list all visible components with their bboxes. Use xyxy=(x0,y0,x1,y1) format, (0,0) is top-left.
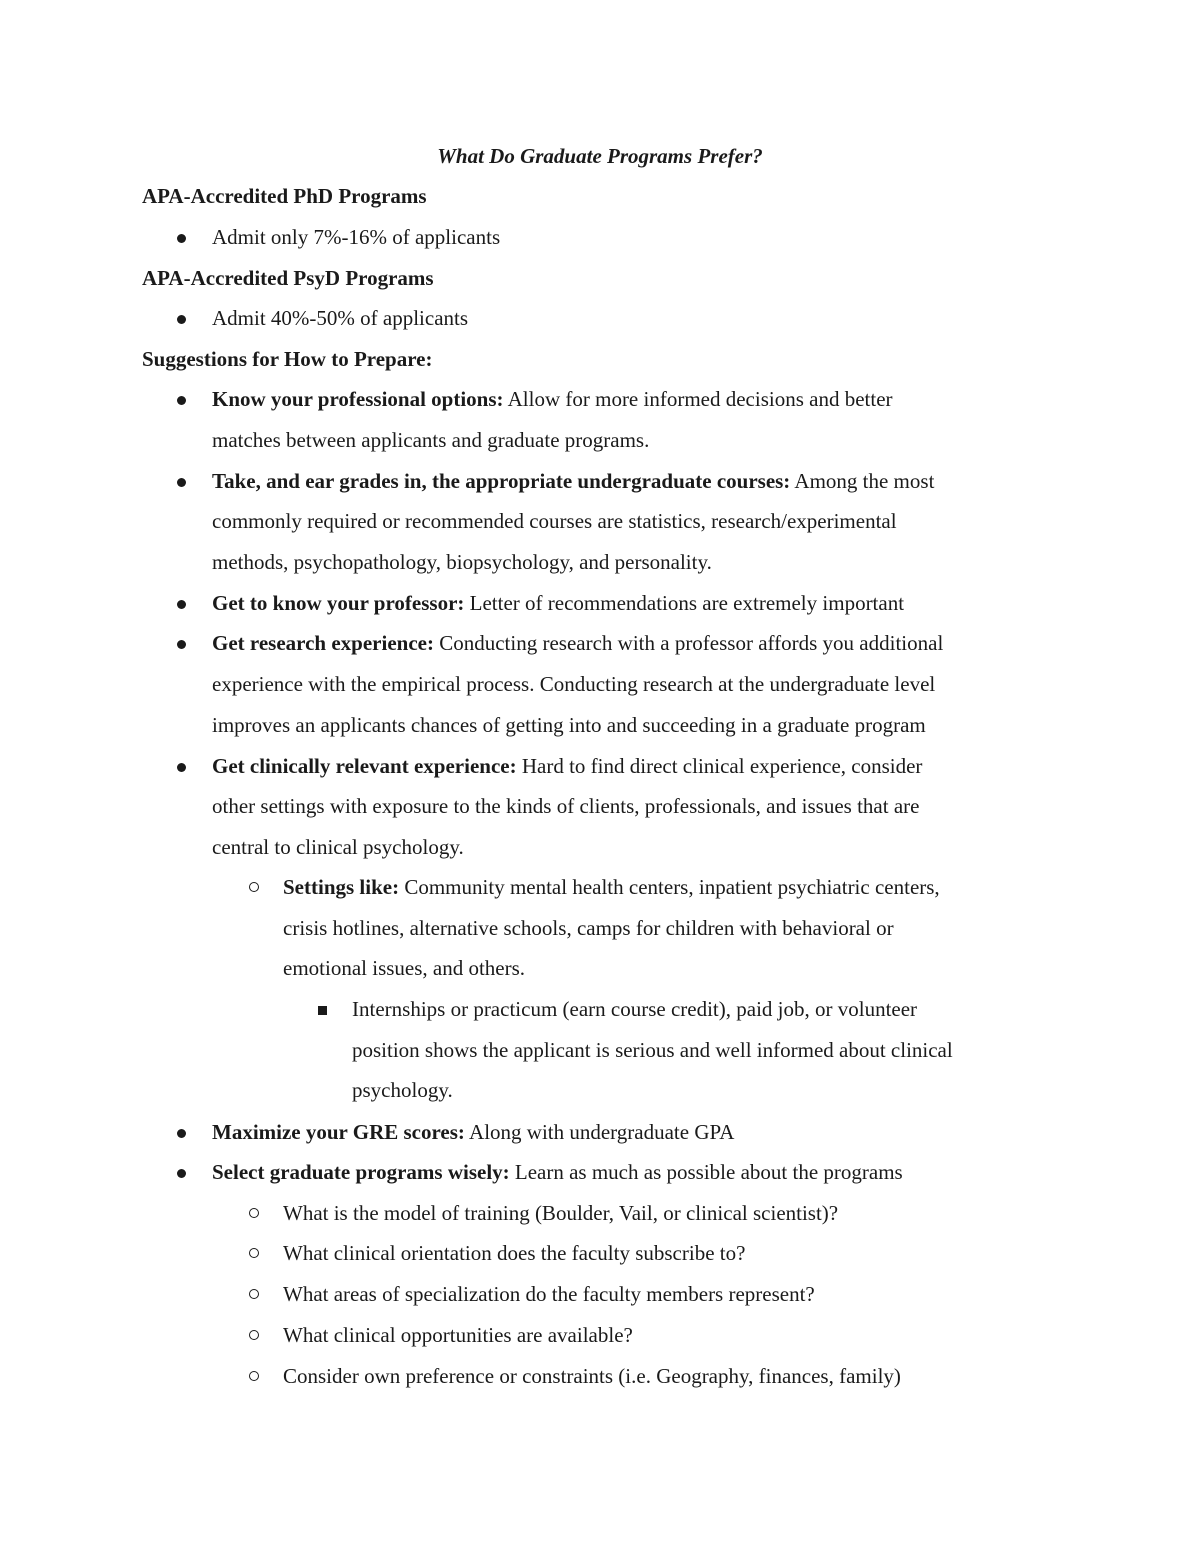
item-text: Allow for more informed decisions and better xyxy=(503,387,893,411)
circle-bullet-icon xyxy=(249,1371,259,1381)
list-item-internships: Internships or practicum (earn course credit), paid job, or volunteer xyxy=(352,997,918,1021)
circle-bullet-icon xyxy=(249,882,259,892)
item-text: Along with undergraduate GPA xyxy=(464,1120,735,1144)
square-bullet-icon xyxy=(318,1006,327,1015)
suggestions-heading: Suggestions for How to Prepare: xyxy=(142,347,433,371)
bullet-icon xyxy=(177,396,186,405)
item-text-cont: emotional issues, and others. xyxy=(283,956,526,980)
item-label: Maximize your GRE scores: xyxy=(212,1120,465,1144)
list-item-gre xyxy=(212,1120,734,1145)
bullet-icon xyxy=(177,600,186,609)
item-label: Know your professional options: xyxy=(212,387,504,411)
question-item: Consider own preference or constraints (i.e. Geography, finances, family) xyxy=(283,1364,901,1388)
psyd-heading: APA-Accredited PsyD Programs xyxy=(142,266,434,290)
list-item-courses xyxy=(212,469,934,494)
bullet-icon xyxy=(177,1129,186,1138)
item-text-cont: central to clinical psychology. xyxy=(212,835,464,859)
item-text: Community mental health centers, inpatient psychiatric centers, xyxy=(399,875,940,899)
page-title: What Do Graduate Programs Prefer? xyxy=(437,144,763,168)
phd-item: Admit only 7%-16% of applicants xyxy=(212,225,501,249)
phd-heading: APA-Accredited PhD Programs xyxy=(142,184,427,208)
circle-bullet-icon xyxy=(249,1248,259,1258)
question-item: What areas of specialization do the faculty members represent? xyxy=(283,1282,815,1306)
bullet-icon xyxy=(177,315,186,324)
circle-bullet-icon xyxy=(249,1289,259,1299)
question-item: What is the model of training (Boulder, Vail, or clinical scientist)? xyxy=(283,1201,839,1225)
bullet-icon xyxy=(177,763,186,772)
question-item: What clinical orientation does the faculty subscribe to? xyxy=(283,1241,746,1265)
list-item-programs xyxy=(212,1160,903,1185)
item-text-cont: commonly required or recommended courses are statistics, research/experimental xyxy=(212,509,897,533)
item-text: Conducting research with a professor affords you additional xyxy=(433,631,944,655)
question-item: What clinical opportunities are available? xyxy=(283,1323,633,1347)
list-item-settings xyxy=(283,875,940,900)
item-text: Letter of recommendations are extremely important xyxy=(464,591,905,615)
list-item-clinical xyxy=(212,754,922,779)
circle-bullet-icon xyxy=(249,1330,259,1340)
item-text-cont: experience with the empirical process. Conducting research at the undergraduate level xyxy=(212,672,936,696)
bullet-icon xyxy=(177,1169,186,1178)
item-label: Select graduate programs wisely: xyxy=(212,1160,510,1184)
item-text-cont: psychology. xyxy=(352,1078,453,1102)
item-text: Hard to find direct clinical experience, consider xyxy=(516,754,923,778)
item-text-cont: crisis hotlines, alternative schools, camps for children with behavioral or xyxy=(283,916,894,940)
item-text: Among the most xyxy=(790,469,935,493)
bullet-icon xyxy=(177,478,186,487)
psyd-item: Admit 40%-50% of applicants xyxy=(212,306,469,330)
bullet-icon xyxy=(177,640,186,649)
item-text-cont: matches between applicants and graduate programs. xyxy=(212,428,650,452)
bullet-icon xyxy=(177,234,186,243)
list-item-options xyxy=(212,387,893,412)
item-text-cont: improves an applicants chances of getting into and succeeding in a graduate program xyxy=(212,713,926,737)
circle-bullet-icon xyxy=(249,1208,259,1218)
item-label: Get research experience: xyxy=(212,631,434,655)
item-label: Take, and ear grades in, the appropriate undergraduate courses: xyxy=(212,469,791,493)
item-text-cont: position shows the applicant is serious and well informed about clinical xyxy=(352,1038,953,1062)
item-label: Get clinically relevant experience: xyxy=(212,754,517,778)
item-label: Settings like: xyxy=(283,875,400,899)
item-text-cont: other settings with exposure to the kinds of clients, professionals, and issues that are xyxy=(212,794,920,818)
item-text: Learn as much as possible about the programs xyxy=(509,1160,903,1184)
item-text-cont: methods, psychopathology, biopsychology, and personality. xyxy=(212,550,712,574)
list-item-professor xyxy=(212,591,904,616)
list-item-research xyxy=(212,631,943,656)
item-label: Get to know your professor: xyxy=(212,591,465,615)
